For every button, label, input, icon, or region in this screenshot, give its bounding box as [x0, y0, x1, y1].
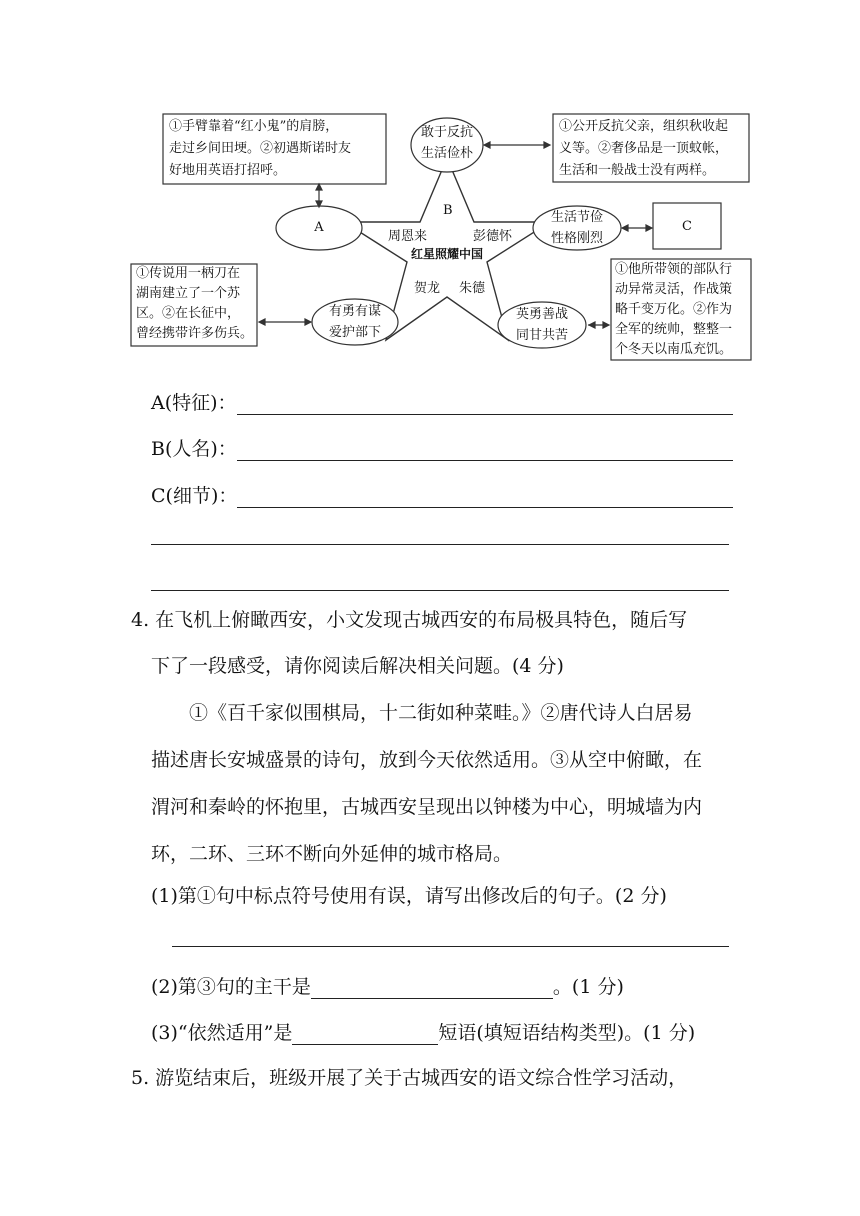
passage-line: 环，二环、三环不断向外延伸的城市格局。: [151, 843, 513, 865]
q4-sub3-text: (3)“依然适用”是: [151, 1022, 293, 1044]
c-box-label: C: [682, 219, 692, 234]
info-line: 义等。②奢侈品是一顶蚊帐，: [559, 141, 729, 156]
passage-line: 描述唐长安城盛景的诗句，放到今天依然适用。③从空中俯瞰，在: [151, 749, 703, 771]
answer-b-label: B(人名)：: [151, 438, 237, 460]
info-line: 区。②在长征中，: [136, 306, 241, 321]
info-line: 略千变万化。②作为: [615, 302, 733, 317]
node-lower-right-label: [502, 304, 582, 346]
star-name-he: 贺龙: [414, 281, 441, 296]
info-box-bottom-left: [136, 264, 253, 344]
q4-sub1: (1)第①句中标点符号使用有误，请写出修改后的句子。(2 分): [151, 885, 667, 907]
info-line: 生活和一般战士没有两样。: [559, 163, 716, 178]
star-name-peng: 彭德怀: [473, 229, 513, 244]
node-line: 有勇有谋: [328, 304, 381, 319]
star-name-zhou: 周恩来: [388, 229, 428, 244]
node-lower-left-label: [315, 301, 395, 343]
q4-stem: [131, 597, 687, 689]
passage-line: 渭河和秦岭的怀抱里，古城西安呈现出以钟楼为中心，明城墙为内: [151, 796, 703, 818]
node-top-label: [411, 122, 483, 164]
star-b-label: B: [443, 203, 453, 218]
info-box-bottom-right: [615, 260, 732, 360]
answer-b-blank[interactable]: [237, 440, 733, 461]
passage-line: ①《百千家似围棋局，十二街如种菜畦。》②唐代诗人白居易: [189, 702, 693, 724]
info-line: ①传说用一柄刀在: [136, 266, 241, 281]
node-line: 生活俭朴: [420, 146, 473, 161]
info-box-top-left: [169, 116, 351, 182]
answer-c-label: C(细节)：: [151, 485, 238, 507]
answer-c-blank[interactable]: [237, 487, 733, 508]
answer-c-extra-line-1[interactable]: [151, 544, 729, 545]
answer-c-row: [151, 481, 733, 508]
node-right-label: [537, 207, 617, 249]
node-line: 生活节俭: [550, 210, 603, 225]
info-line: ①手臂靠着“红小鬼”的肩膀，: [169, 119, 339, 134]
q4-sub3-row: [151, 1018, 695, 1045]
star-center-title: 红星照耀中国: [411, 247, 484, 261]
node-line: 性格刚烈: [550, 231, 603, 246]
q4-sub3-rest: 短语(填短语结构类型)。(1 分): [438, 1022, 696, 1044]
q4-sub2-blank[interactable]: [311, 978, 553, 999]
q4-sub2-score: 。(1 分): [552, 976, 624, 998]
q4-sub1-answer-line[interactable]: [172, 946, 729, 947]
q4-passage: [151, 690, 702, 878]
node-line: 同甘共苦: [515, 328, 568, 343]
answer-b-row: [151, 434, 733, 461]
answer-a-row: [151, 388, 733, 415]
character-star-diagram: [0, 0, 860, 370]
info-line: ①公开反抗父亲，组织秋收起: [559, 119, 729, 134]
node-a-label: A: [314, 220, 324, 235]
info-line: 个冬天以南瓜充饥。: [615, 342, 733, 357]
info-line: ①他所带领的部队行: [615, 262, 733, 277]
star-name-zhu: 朱德: [459, 281, 486, 296]
q4-sub2-row: [151, 972, 624, 999]
q4-line-2: 下了一段感受，请你阅读后解决相关问题。(4 分): [151, 655, 564, 677]
answer-a-label: A(特征)：: [151, 392, 237, 414]
info-line: 湖南建立了一个苏: [136, 286, 241, 301]
info-line: 全军的统帅，整整一: [615, 322, 733, 337]
q4-sub2-text: (2)第③句的主干是: [151, 976, 311, 998]
answer-c-extra-line-2[interactable]: [151, 590, 729, 591]
info-box-top-right: [559, 116, 728, 182]
info-line: 走过乡间田埂。②初遇斯诺时友: [169, 141, 352, 156]
node-line: 敢于反抗: [420, 125, 473, 140]
info-line: 好地用英语打招呼。: [169, 163, 287, 178]
q5-stem: 5. 游览结束后，班级开展了关于古城西安的语文综合性学习活动，: [131, 1067, 688, 1089]
info-line: 动异常灵活，作战策: [615, 282, 733, 297]
answer-a-blank[interactable]: [237, 394, 733, 415]
info-line: 曾经携带许多伤兵。: [136, 326, 254, 341]
node-line: 爱护部下: [328, 325, 381, 340]
q4-sub3-blank[interactable]: [292, 1024, 438, 1045]
q4-line-1: 4. 在飞机上俯瞰西安，小文发现古城西安的布局极具特色，随后写: [131, 609, 688, 631]
node-line: 英勇善战: [515, 307, 568, 322]
